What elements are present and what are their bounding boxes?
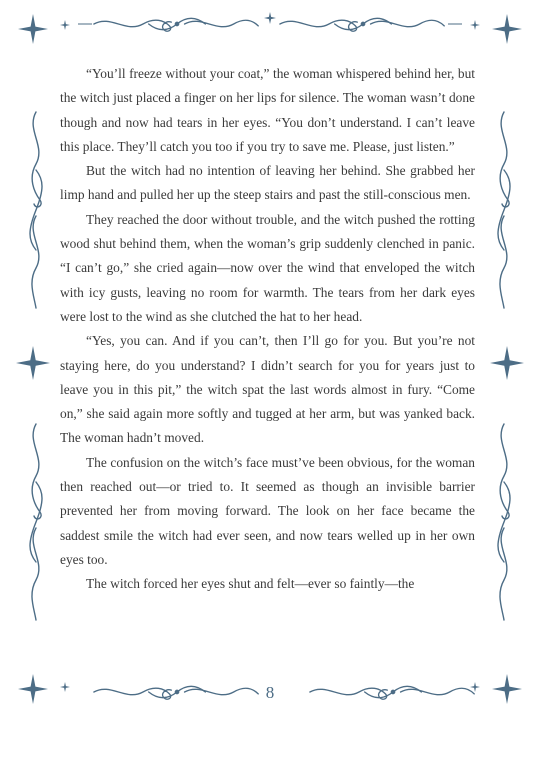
paragraph-2: But the witch had no intention of leaving her behind. She grabbed her limp hand and pulled her up the steep stairs and past the still-conscious men. (60, 163, 475, 203)
page-number: 8 (265, 683, 275, 702)
paragraph-5: The confusion on the witch’s face must’ve been obvious, for the woman then reached out—or tried to. It seemed as though an invisible barrier prevented her from moving forward. The look on her face became the saddest smile the witch had ever seen, and now tears welled up in her own eyes too. (60, 454, 475, 567)
paragraph-6: The witch forced her eyes shut and felt—ever so faintly—the (86, 576, 415, 592)
paragraph-3: They reached the door without trouble, and the witch pushed the rotting wood shut behind them, when the woman’s grip suddenly clenched in panic. “I can’t go,” she cried again—now over the wind that enveloped the witch with icy gusts, leaving no room for warmth. The tears from her dark eyes were lost to the wind as she clutched the hat to her head. (60, 211, 475, 324)
story-text (60, 62, 475, 597)
paragraph-4: “Yes, you can. And if you can’t, then I’ll go for you. But you’re not staying here, do you understand? I didn’t search for you for years just to leave you in this pit,” the witch spat the last words almost in fury. “Come on,” she said again more softly and tugged at her arm, but was yanked back. The woman hadn’t moved. (60, 333, 475, 446)
paragraph-1: “You’ll freeze without your coat,” the woman whispered behind her, but the witch just placed a finger on her lips for silence. The woman wasn’t done though and now had tears in her eyes. “You don’t understand. I can’t leave this place. They’ll catch you too if you try to save me. Please, just listen.” (60, 66, 475, 154)
